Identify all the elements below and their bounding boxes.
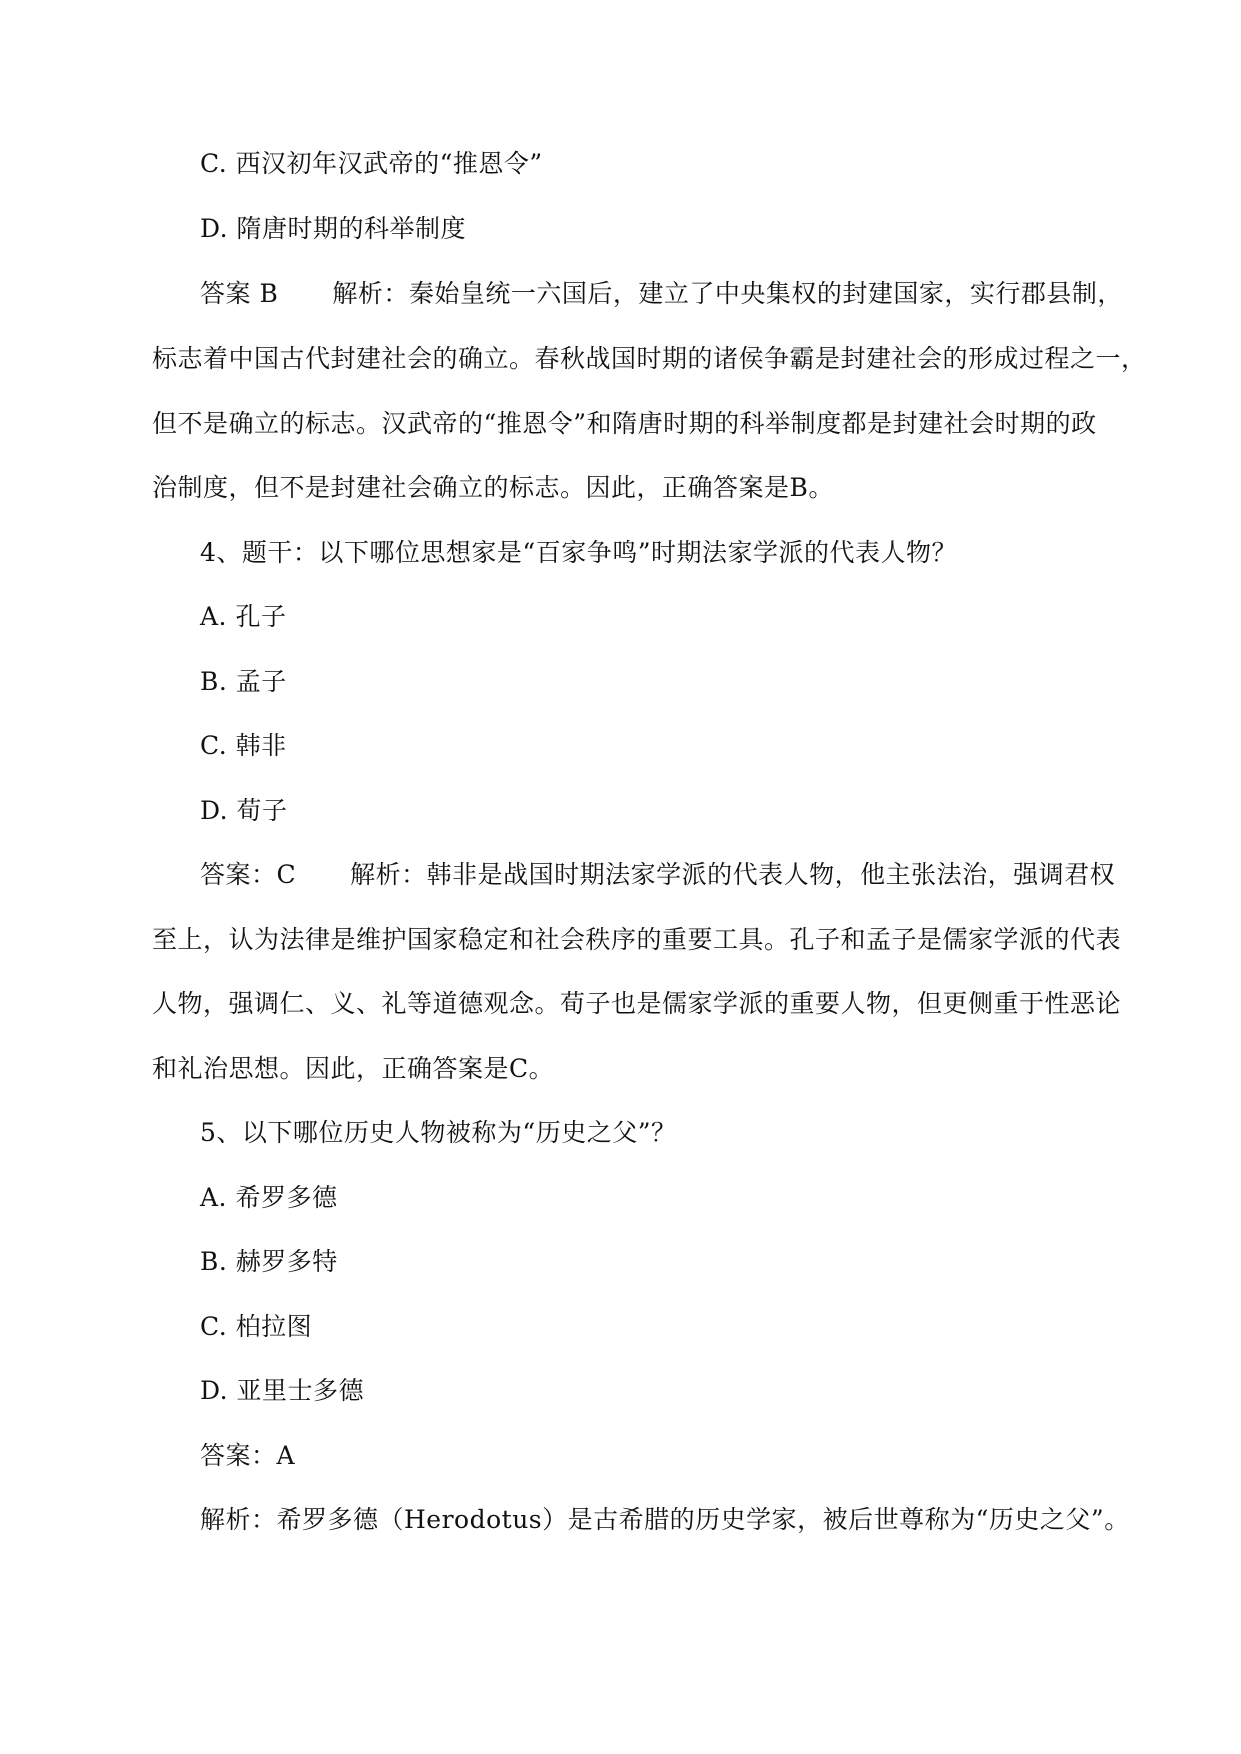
q5-analysis: 解析：希罗多德（Herodotus）是古希腊的历史学家，被后世尊称为“历史之父”。 bbox=[200, 1505, 1130, 1534]
q4-option-a: A. 孔子 bbox=[200, 602, 287, 631]
q4-analysis-line-4: 和礼治思想。因此，正确答案是C。 bbox=[152, 1054, 555, 1083]
q3-option-c: C. 西汉初年汉武帝的“推恩令” bbox=[200, 149, 543, 178]
q5-option-b: B. 赫罗多特 bbox=[200, 1247, 338, 1276]
q3-analysis-line-2: 标志着中国古代封建社会的确立。春秋战国时期的诸侯争霸是封建社会的形成过程之一， bbox=[152, 344, 1147, 373]
q5-option-a: A. 希罗多德 bbox=[200, 1183, 338, 1212]
q3-answer: 答案 B bbox=[200, 279, 279, 308]
q5-stem: 5、以下哪位历史人物被称为“历史之父”？ bbox=[200, 1118, 677, 1147]
q3-answer-line bbox=[200, 278, 1123, 310]
q4-option-d: D. 荀子 bbox=[200, 796, 288, 825]
q4-analysis-line-3: 人物，强调仁、义、礼等道德观念。荀子也是儒家学派的重要人物，但更侧重于性恶论 bbox=[152, 989, 1122, 1018]
q3-analysis-line-4: 治制度，但不是封建社会确立的标志。因此，正确答案是B。 bbox=[152, 473, 834, 502]
q3-analysis-line-1: 解析：秦始皇统一六国后，建立了中央集权的封建国家，实行郡县制， bbox=[332, 279, 1123, 308]
q4-option-c: C. 韩非 bbox=[200, 731, 287, 760]
q5-option-d: D. 亚里士多德 bbox=[200, 1376, 365, 1405]
q4-analysis-line-2: 至上，认为法律是维护国家稳定和社会秩序的重要工具。孔子和孟子是儒家学派的代表 bbox=[152, 925, 1122, 954]
q4-analysis-line-1: 解析：韩非是战国时期法家学派的代表人物，他主张法治，强调君权 bbox=[350, 860, 1116, 889]
q3-analysis-line-3: 但不是确立的标志。汉武帝的“推恩令”和隋唐时期的科举制度都是封建社会时期的政 bbox=[152, 409, 1097, 438]
q4-stem: 4、题干：以下哪位思想家是“百家争鸣”时期法家学派的代表人物？ bbox=[200, 538, 957, 567]
q5-answer: 答案：A bbox=[200, 1441, 296, 1470]
q3-option-d: D. 隋唐时期的科举制度 bbox=[200, 214, 467, 243]
q4-option-b: B. 孟子 bbox=[200, 667, 287, 696]
q4-answer: 答案：C bbox=[200, 860, 297, 889]
q4-answer-line bbox=[200, 859, 1115, 891]
q5-option-c: C. 柏拉图 bbox=[200, 1312, 313, 1341]
